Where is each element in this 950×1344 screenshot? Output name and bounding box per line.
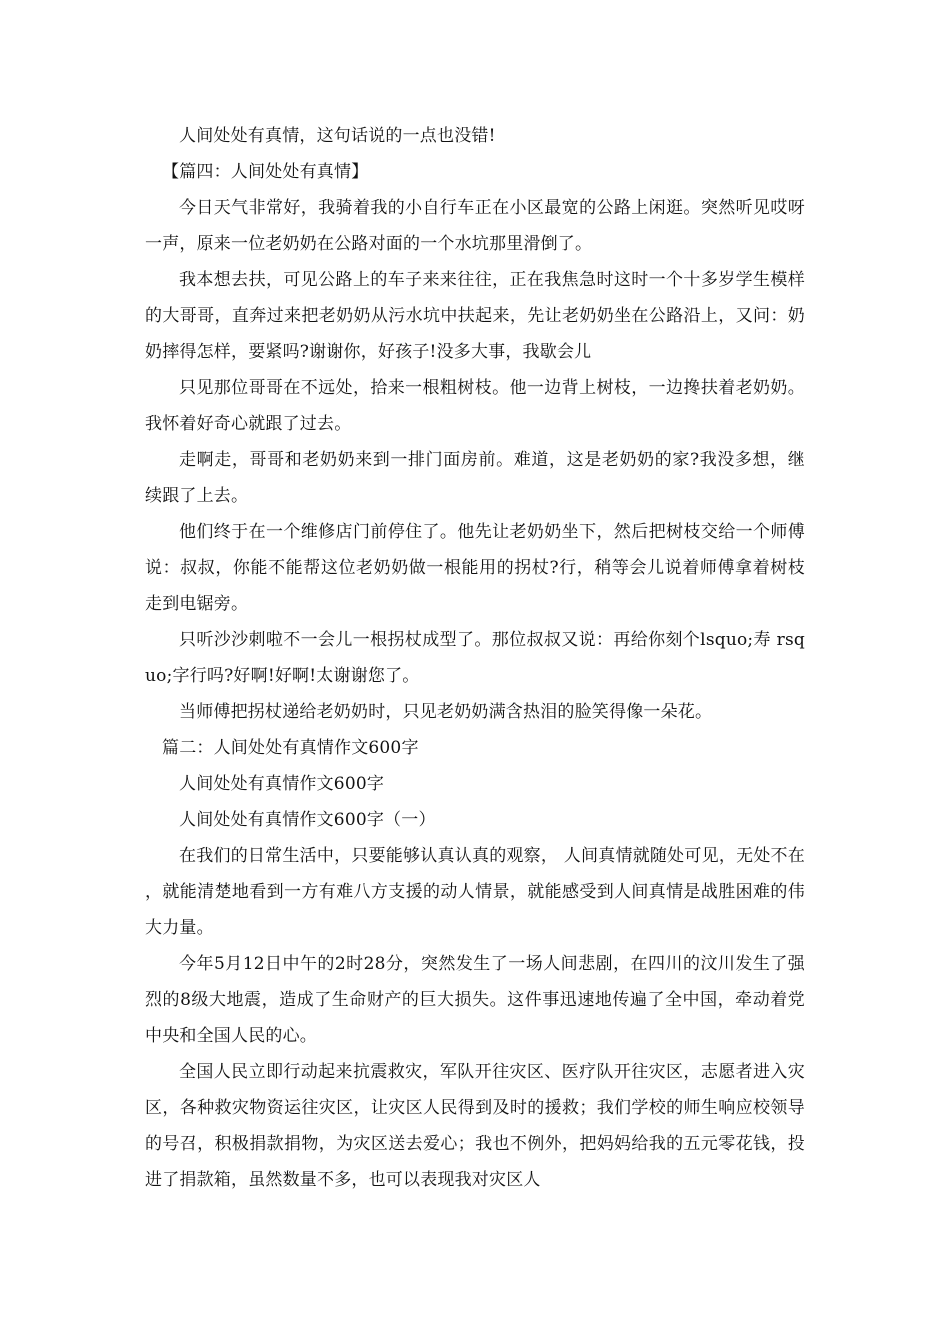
- paragraph-5: 走啊走，哥哥和老奶奶来到一排门面房前。难道，这是老奶奶的家?我没多想，继续跟了上去。: [145, 450, 805, 506]
- paragraph-3: 我本想去扶，可见公路上的车子来来往往，正在我焦急时这时一个十多岁学生模样的大哥哥，直奔过来把老奶奶从污水坑中扶起来，先让老奶奶坐在公路沿上，又问：奶奶摔得怎样，要紧吗?谢谢你，好孩子!没多大事，我歇会儿: [145, 270, 805, 362]
- paragraph-2: 今日天气非常好，我骑着我的小自行车正在小区最宽的公路上闲逛。突然听见哎呀一声，原来一位老奶奶在公路对面的一个水坑那里滑倒了。: [145, 198, 805, 254]
- paragraph-7: 只听沙沙刺啦不一会儿一根拐杖成型了。那位叔叔又说：再给你刻个lsquo;寿 rsquo;字行吗?好啊!好啊!太谢谢您了。: [145, 630, 805, 686]
- section-heading-2: 篇二：人间处处有真情作文600字: [162, 738, 419, 758]
- paragraph-4: 只见那位哥哥在不远处，拾来一根粗树枝。他一边背上树枝，一边搀扶着老奶奶。我怀着好奇心就跟了过去。: [145, 378, 805, 434]
- paragraph-10: 今年5月12日中午的2时28分，突然发生了一场人间悲剧，在四川的汶川发生了强烈的8级大地震，造成了生命财产的巨大损失。这件事迅速地传遍了全中国，牵动着党中央和全国人民的心。: [145, 954, 805, 1046]
- paragraph-8: 当师傅把拐杖递给老奶奶时，只见老奶奶满含热泪的脸笑得像一朵花。: [179, 702, 713, 722]
- essay-subtitle: 人间处处有真情作文600字（一）: [179, 810, 436, 830]
- paragraph-6: 他们终于在一个维修店门前停住了。他先让老奶奶坐下，然后把树枝交给一个师傅说：叔叔，你能不能帮这位老奶奶做一根能用的拐杖?行，稍等会儿说着师傅拿着树枝走到电锯旁。: [145, 522, 805, 614]
- section-heading-4: 【篇四：人间处处有真情】: [162, 162, 369, 182]
- paragraph-11: 全国人民立即行动起来抗震救灾，军队开往灾区、医疗队开往灾区，志愿者进入灾区，各种救灾物资运往灾区，让灾区人民得到及时的援救；我们学校的师生响应校领导的号召，积极捐款捐物，为灾区送去爱心；我也不例外，把妈妈给我的五元零花钱，投进了捐款箱，虽然数量不多，也可以表现我对灾区人: [145, 1062, 805, 1190]
- paragraph-1: 人间处处有真情，这句话说的一点也没错!: [179, 126, 496, 146]
- paragraph-9: 在我们的日常生活中，只要能够认真认真的观察， 人间真情就随处可见，无处不在，就能清楚地看到一方有难八方支援的动人情景，就能感受到人间真情是战胜困难的伟大力量。: [145, 846, 805, 938]
- document-page: [145, 118, 805, 1198]
- essay-title: 人间处处有真情作文600字: [179, 774, 385, 794]
